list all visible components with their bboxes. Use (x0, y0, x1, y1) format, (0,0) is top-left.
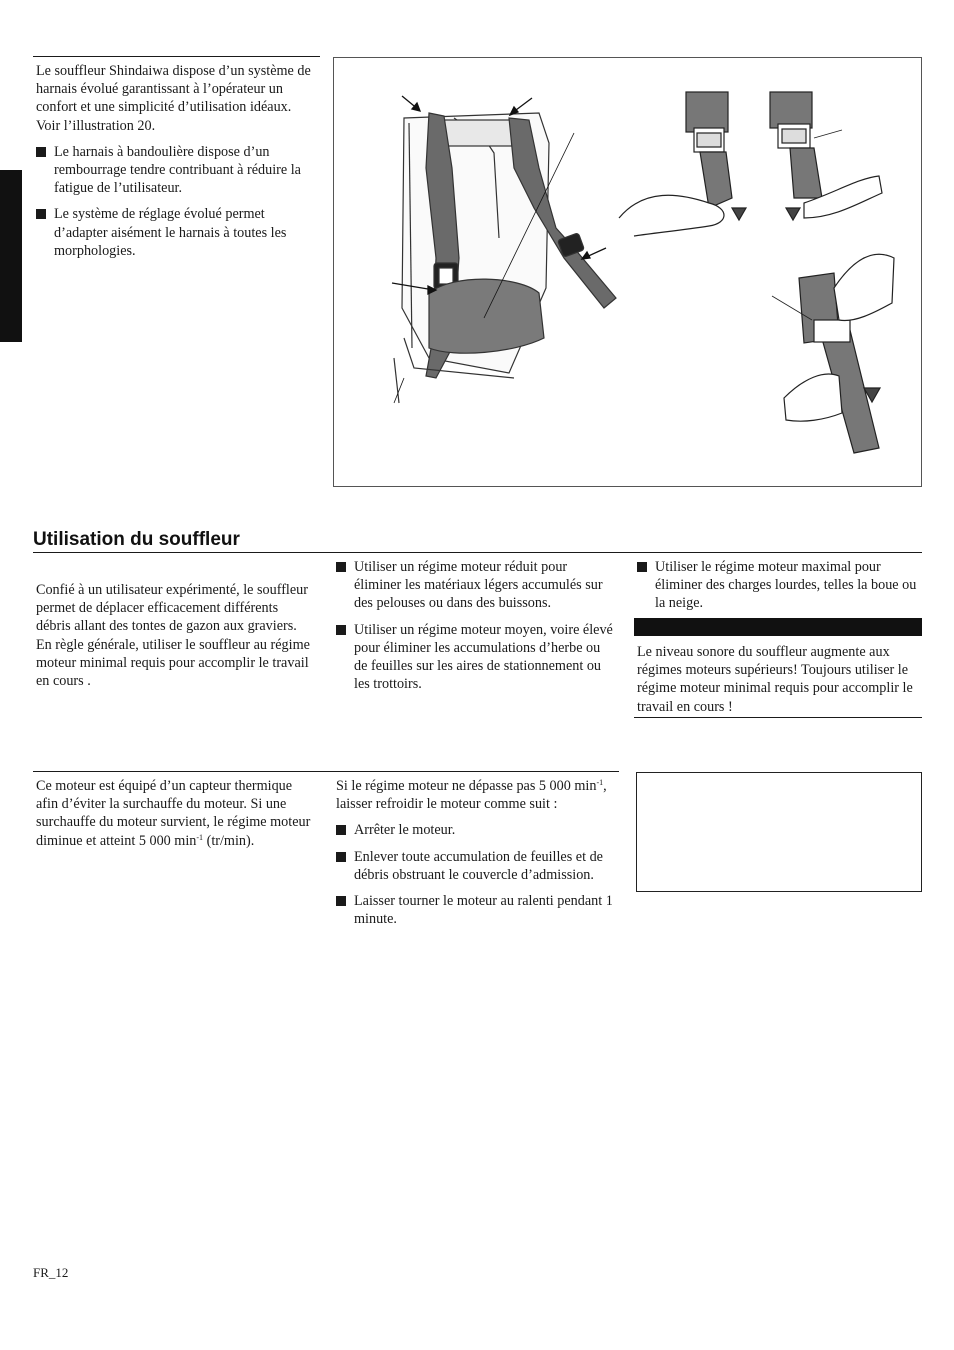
harness-drawing (334, 58, 921, 486)
overheat-intro: Ce moteur est équipé d’un capteur thermique afin d’éviter la surchauffe du moteur. Si une surchauffe du moteur survient, le régime moteur diminue et atteint 5 000 $\min^{-1} (tr/\min)$. (36, 778, 311, 849)
harness-bullet-2: Le système de réglage évolué permet d’adapter aisément le harnais à toutes les morphologies. (36, 205, 312, 260)
buckle-detail-tighten (770, 92, 882, 220)
usage-bullet-max-speed: Utiliser le régime moteur maximal pour éliminer des charges lourdes, telles la boue ou la neige. (637, 558, 921, 613)
side-tab-marker (0, 170, 22, 342)
overheat-procedure (336, 777, 614, 928)
usage-right-column (637, 558, 921, 613)
usage-intro: Confié à un utilisateur expérimenté, le souffleur permet de déplacer efficacement différents débris allant des tontes de gazon aux graviers. En règle générale, utiliser le souffleur au régime moteur minimal requis pour accomplir le travail en cours . (36, 582, 310, 690)
note-header-bar (634, 618, 922, 636)
bullet-square-icon (336, 562, 346, 572)
harness-intro: Le souffleur Shindaiwa dispose d’un système de harnais évolué garantissant à l’opérateur un confort et une simplicité d’utilisation idéaux. Voir l’illustration 20. (36, 63, 311, 134)
overheat-condition: Si le régime moteur ne dépasse pas 5 000 $\min^{-1}$, laisser refroidir le moteur comme suit : (336, 778, 607, 813)
noise-note: Le niveau sonore du souffleur augmente aux régimes moteurs supérieurs! Toujours utiliser le régime moteur minimal requis pour accomplir le travail en cours ! (637, 644, 913, 715)
bullet-square-icon (637, 562, 647, 572)
bullet-square-icon (336, 825, 346, 835)
usage-section-title: Utilisation du souffleur (33, 529, 240, 550)
harness-bullet-1: Le harnais à bandoulière dispose d’un rembourrage tendre contribuant à réduire la fatigue de l’utilisateur. (36, 143, 312, 198)
usage-bullet-mid-speed: Utiliser un régime moteur moyen, voire élevé pour éliminer les accumulations d’herbe ou de feuilles sur les aires de stationnement ou les trottoirs. (336, 621, 614, 694)
overheat-top-rule (33, 771, 619, 772)
bullet-square-icon (36, 209, 46, 219)
harness-top-rule (33, 56, 320, 57)
usage-title-rule (33, 552, 922, 553)
bullet-square-icon (36, 147, 46, 157)
note-bottom-rule (634, 717, 922, 718)
overheat-step-3: Laisser tourner le moteur au ralenti pendant 1 minute. (336, 892, 614, 928)
bullet-square-icon (336, 852, 346, 862)
usage-mid-column (336, 558, 614, 693)
overheat-step-1: Arrêter le moteur. (336, 821, 614, 839)
harness-illustration (333, 57, 922, 487)
bullet-square-icon (336, 896, 346, 906)
harness-text-block (36, 62, 312, 260)
usage-bullet-low-speed: Utiliser un régime moteur réduit pour éliminer les matériaux légers accumulés sur des pelouses ou dans des buissons. (336, 558, 614, 613)
buckle-detail-loosen (619, 92, 746, 236)
page-number: FR_12 (33, 1265, 69, 1280)
overheat-step-2: Enlever toute accumulation de feuilles et de débris obstruant le couvercle d’admission. (336, 848, 614, 884)
empty-note-box (636, 772, 922, 892)
strap-adjust-detail (772, 254, 894, 453)
bullet-square-icon (336, 625, 346, 635)
